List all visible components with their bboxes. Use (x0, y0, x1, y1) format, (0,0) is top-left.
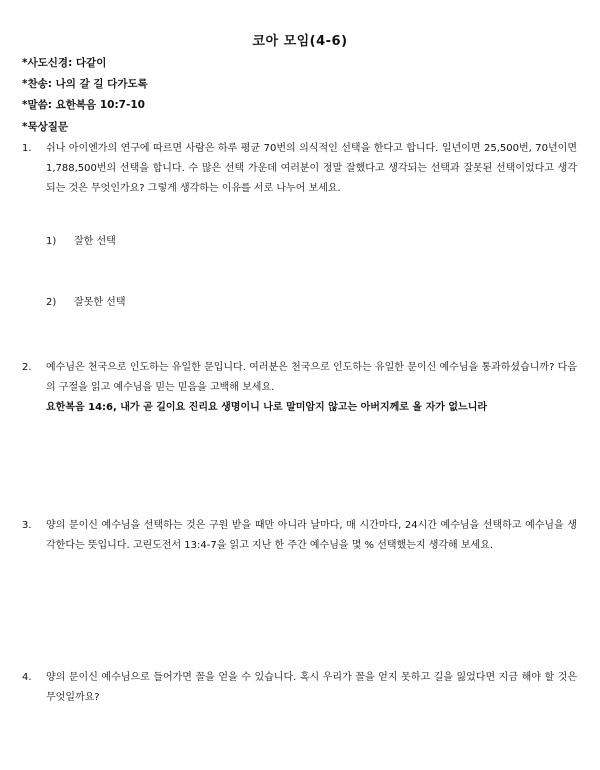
meta-creed: *사도신경: 다같이 (22, 57, 107, 69)
subitem-number: 2) (46, 297, 57, 308)
question-2 (22, 358, 577, 418)
question-text: 양의 문이신 예수님을 선택하는 것은 구원 받을 때만 아니라 날마다, 매 시간마다, 24시간 예수님을 선택하고 예수님을 생각한다는 뜻입니다. 고린도전서 13:4-7을 읽고 지난 한 주간 예수님을 몇 % 선택했는지 생각해 보세요. (46, 520, 577, 551)
question-text: 양의 문이신 예수님으로 들어가면 꼴을 얻을 수 있습니다. 혹시 우리가 꼴을 얻지 못하고 길을 잃었다면 지금 해야 할 것은 무엇일까요? (46, 672, 577, 703)
question-text: 예수님은 천국으로 인도하는 유일한 문입니다. 여러분은 천국으로 인도하는 유일한 문이신 예수님을 통과하셨습니까? 다음의 구절을 읽고 예수님을 믿는 믿음을 고백해 보세요. (46, 362, 577, 393)
question-3 (22, 516, 577, 556)
question-4 (22, 668, 577, 708)
subitem-label: 잘못한 선택 (74, 297, 126, 308)
question-number: 2. (22, 362, 32, 373)
subitem-number: 1) (46, 236, 57, 247)
question-number: 3. (22, 520, 32, 531)
question-number: 4. (22, 672, 32, 683)
page-title: 코아 모임(4-6) (252, 34, 348, 49)
subitem-label: 잘한 선택 (74, 236, 116, 247)
meta-scripture: *말씀: 요한복음 10:7-10 (22, 99, 145, 111)
meta-hymn: *찬송: 나의 갈 길 다가도록 (22, 78, 148, 90)
scripture-verse: 요한복음 14:6, 내가 곧 길이요 진리요 생명이니 나로 말미암지 않고는 아버지께로 올 자가 없느니라 (46, 402, 488, 413)
meta-meditation-heading: *묵상질문 (22, 121, 69, 133)
question-number: 1. (22, 143, 32, 154)
subitem-bad-choice (46, 293, 125, 308)
subitem-good-choice (46, 232, 116, 247)
question-text: 쉬나 아이엔가의 연구에 따르면 사람은 하루 평균 70번의 의식적인 선택을 한다고 합니다. 일년이면 25,500번, 70년이면 1,788,500번의 선택을 합니다. 수 많은 선택 가운데 여러분이 정말 잘했다고 생각되는 선택과 잘못된 선택이었다고 생각되는 것은 무엇인가요? 그렇게 생각하는 이유를 서로 나누어 보세요. (46, 143, 577, 194)
question-1 (22, 139, 577, 199)
